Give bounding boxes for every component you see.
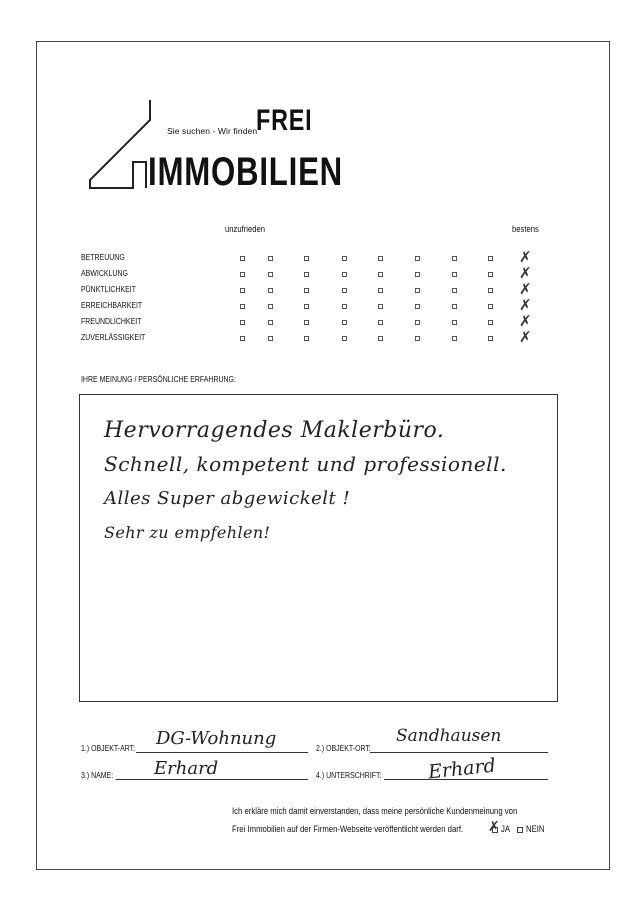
- rating-checkbox[interactable]: [378, 272, 383, 277]
- criterion-label: BETREUUNG: [81, 252, 125, 262]
- objekt-art-line: [136, 752, 308, 753]
- rating-checkbox[interactable]: [304, 256, 309, 261]
- rating-checkbox[interactable]: [378, 304, 383, 309]
- rating-checkbox[interactable]: [415, 320, 420, 325]
- rating-selected-mark: ✗: [519, 328, 532, 346]
- rating-checkbox[interactable]: [304, 336, 309, 341]
- rating-selected-mark: ✗: [519, 264, 532, 282]
- rating-checkbox[interactable]: [304, 320, 309, 325]
- rating-checkbox[interactable]: [488, 336, 493, 341]
- rating-checkbox[interactable]: [415, 256, 420, 261]
- criterion-label: ZUVERLÄSSIGKEIT: [81, 332, 146, 342]
- rating-checkbox[interactable]: [488, 272, 493, 277]
- rating-checkbox[interactable]: [415, 304, 420, 309]
- rating-checkbox[interactable]: [452, 336, 457, 341]
- criterion-label: ERREICHBARKEIT: [81, 300, 143, 310]
- consent-no-label: NEIN: [526, 824, 545, 834]
- rating-checkbox[interactable]: [240, 256, 245, 261]
- rating-checkbox[interactable]: [240, 304, 245, 309]
- objekt-ort-label: 2.) OBJEKT-ORT:: [316, 743, 371, 753]
- rating-checkbox[interactable]: [378, 256, 383, 261]
- objekt-ort-line: [370, 752, 548, 753]
- criterion-label: FREUNDLICHKEIT: [81, 316, 142, 326]
- rating-checkbox[interactable]: [342, 304, 347, 309]
- scale-high-label: bestens: [512, 224, 539, 234]
- rating-checkbox[interactable]: [240, 320, 245, 325]
- rating-checkbox[interactable]: [452, 320, 457, 325]
- opinion-label: IHRE MEINUNG / PERSÖNLICHE ERFAHRUNG:: [81, 374, 236, 384]
- criterion-label: ABWICKLUNG: [81, 268, 128, 278]
- rating-checkbox[interactable]: [304, 272, 309, 277]
- rating-checkbox[interactable]: [268, 256, 273, 261]
- consent-text-1: Ich erkläre mich damit einverstanden, dass meine persönliche Kundenmeinung von: [232, 806, 518, 816]
- rating-selected-mark: ✗: [519, 296, 532, 314]
- name-label: 3.) NAME:: [81, 770, 114, 780]
- rating-checkbox[interactable]: [415, 336, 420, 341]
- name-line: [116, 779, 308, 780]
- rating-checkbox[interactable]: [268, 272, 273, 277]
- rating-checkbox[interactable]: [342, 272, 347, 277]
- rating-selected-mark: ✗: [519, 280, 532, 298]
- rating-checkbox[interactable]: [452, 272, 457, 277]
- rating-checkbox[interactable]: [240, 336, 245, 341]
- scale-low-label: unzufrieden: [225, 224, 265, 234]
- rating-selected-mark: ✗: [519, 312, 532, 330]
- rating-checkbox[interactable]: [452, 256, 457, 261]
- rating-checkbox[interactable]: [268, 304, 273, 309]
- rating-checkbox[interactable]: [342, 336, 347, 341]
- rating-checkbox[interactable]: [304, 288, 309, 293]
- logo-brand-bottom: IMMOBILIEN: [148, 150, 343, 194]
- rating-checkbox[interactable]: [268, 336, 273, 341]
- rating-checkbox[interactable]: [342, 320, 347, 325]
- criterion-label: PÜNKTLICHKEIT: [81, 284, 137, 294]
- rating-checkbox[interactable]: [488, 256, 493, 261]
- rating-checkbox[interactable]: [415, 288, 420, 293]
- rating-checkbox[interactable]: [342, 288, 347, 293]
- objekt-art-field[interactable]: DG-Wohnung: [156, 728, 277, 749]
- opinion-line: Sehr zu empfehlen!: [104, 523, 271, 542]
- objekt-ort-field[interactable]: Sandhausen: [396, 726, 502, 746]
- rating-checkbox[interactable]: [268, 288, 273, 293]
- unterschrift-label: 4.) UNTERSCHRIFT:: [316, 770, 382, 780]
- name-field[interactable]: Erhard: [154, 758, 219, 779]
- rating-checkbox[interactable]: [488, 304, 493, 309]
- opinion-line: Schnell, kompetent und professionell.: [104, 452, 507, 476]
- logo-brand-top: FREI: [256, 104, 313, 137]
- rating-checkbox[interactable]: [488, 288, 493, 293]
- rating-checkbox[interactable]: [240, 288, 245, 293]
- rating-selected-mark: ✗: [519, 248, 532, 266]
- opinion-line: Hervorragendes Maklerbüro.: [104, 418, 445, 443]
- consent-yes-label: JA: [501, 824, 511, 834]
- rating-checkbox[interactable]: [415, 272, 420, 277]
- signature-field[interactable]: Erhard: [427, 754, 497, 784]
- rating-checkbox[interactable]: [268, 320, 273, 325]
- rating-checkbox[interactable]: [304, 304, 309, 309]
- consent-no-checkbox[interactable]: [517, 827, 523, 833]
- consent-yes-mark: ✗: [488, 819, 500, 835]
- rating-checkbox[interactable]: [378, 320, 383, 325]
- rating-checkbox[interactable]: [452, 288, 457, 293]
- objekt-art-label: 1.) OBJEKT-ART:: [81, 743, 136, 753]
- rating-checkbox[interactable]: [378, 288, 383, 293]
- rating-checkbox[interactable]: [488, 320, 493, 325]
- rating-checkbox[interactable]: [378, 336, 383, 341]
- rating-checkbox[interactable]: [452, 304, 457, 309]
- logo-tagline: Sie suchen - Wir finden: [167, 126, 258, 136]
- rating-checkbox[interactable]: [240, 272, 245, 277]
- opinion-line: Alles Super abgewickelt !: [104, 488, 351, 509]
- consent-text-2: Frei Immobilien auf der Firmen-Webseite veröffentlicht werden darf.: [232, 824, 464, 834]
- rating-checkbox[interactable]: [342, 256, 347, 261]
